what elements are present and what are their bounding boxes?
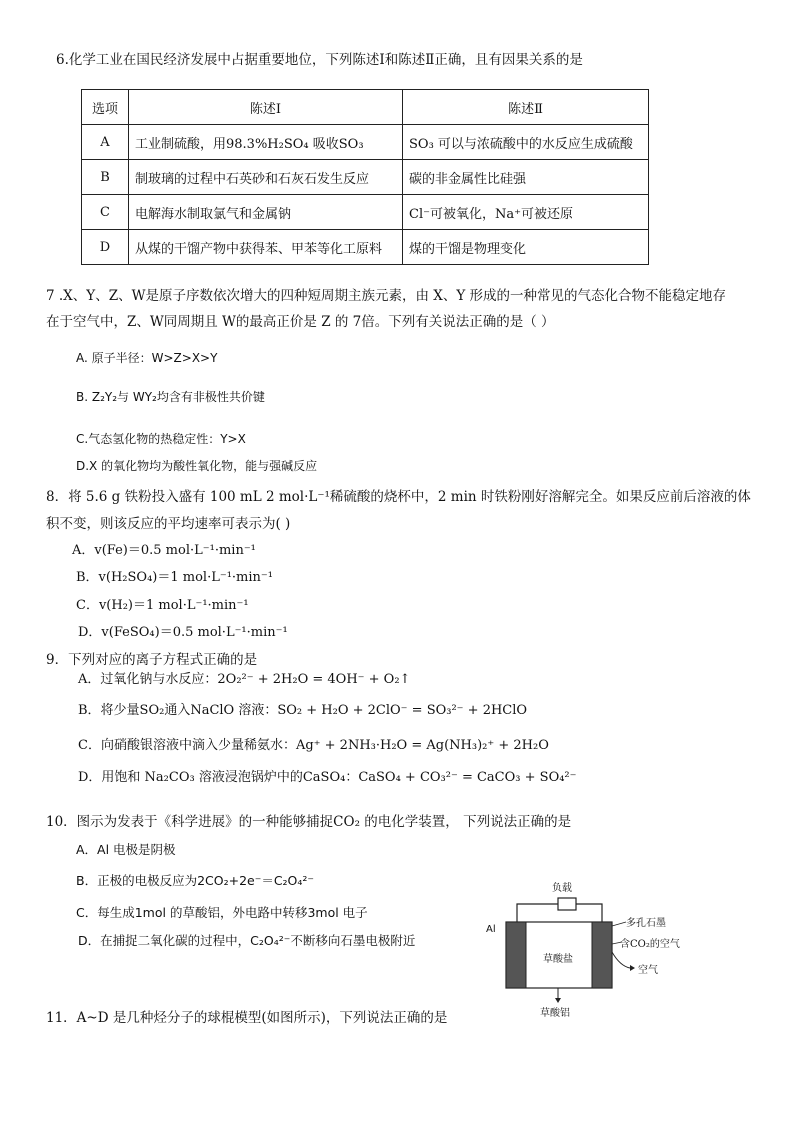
diagram-label-load: 负载 <box>552 883 572 894</box>
load-resistor <box>558 898 576 910</box>
q9-stem: 9．下列对应的离子方程式正确的是 <box>46 652 258 668</box>
table-cell: 煤的干馏是物理变化 <box>403 230 649 265</box>
q10-option-b: B．正极的电极反应为2CO₂+2e⁻＝C₂O₄²⁻ <box>76 873 315 888</box>
table-row <box>82 160 649 195</box>
table-header-statement-2: 陈述Ⅱ <box>403 90 649 125</box>
diagram-label-al: Al <box>486 924 496 935</box>
table-cell: 工业制硫酸，用98.3%H₂SO₄ 吸收SO₃ <box>129 125 403 160</box>
q10-stem: 10．图示为发表于《科学进展》的一种能够捕捉CO₂ 的电化学装置， 下列说法正确的是 <box>46 814 572 830</box>
q6-table <box>81 89 649 265</box>
table-cell: 碳的非金属性比硅强 <box>403 160 649 195</box>
q10-option-c: C．每生成1mol 的草酸铝，外电路中转移3mol 电子 <box>76 905 368 920</box>
q8-option-d: D．v(FeSO₄)＝0.5 mol·L⁻¹·min⁻¹ <box>78 625 288 640</box>
q7-stem-line-2: 在于空气中，Z、W同周期且 W的最高正价是 Z 的 7倍。下列有关说法正确的是（ ） <box>46 314 555 330</box>
table-cell: SO₃ 可以与浓硫酸中的水反应生成硫酸 <box>403 125 649 160</box>
diagram-label-product: 草酸铝 <box>540 1008 570 1019</box>
q9-option-d: D．用饱和 Na₂CO₃ 溶液浸泡锅炉中的CaSO₄：CaSO₄ + CO₃²⁻ = CaCO₃ + SO₄²⁻ <box>78 770 577 785</box>
table-row <box>82 195 649 230</box>
table-cell: Cl⁻可被氧化，Na⁺可被还原 <box>403 195 649 230</box>
q9-option-a: A．过氧化钠与水反应：2O₂²⁻ + 2H₂O = 4OH⁻ + O₂↑ <box>78 672 411 687</box>
q7-option-b: B. Z₂Y₂与 WY₂均含有非极性共价键 <box>76 390 265 404</box>
q7-option-d: D.X 的氧化物均为酸性氧化物，能与强碱反应 <box>76 459 318 473</box>
q8-option-b: B．v(H₂SO₄)＝1 mol·L⁻¹·min⁻¹ <box>76 570 273 585</box>
table-header-statement-1: 陈述Ⅰ <box>129 90 403 125</box>
q7-option-a: A. 原子半径：W>Z>X>Y <box>76 351 218 365</box>
table-cell: B <box>82 160 129 195</box>
q9-option-c: C．向硝酸银溶液中滴入少量稀氨水：Ag⁺ + 2NH₃·H₂O = Ag(NH₃)₂⁺ + 2H₂O <box>78 738 549 753</box>
table-cell: 电解海水制取氯气和金属钠 <box>129 195 403 230</box>
diagram-label-co2-air: 含CO₂的空气 <box>620 939 680 950</box>
table-cell: 制玻璃的过程中石英砂和石灰石发生反应 <box>129 160 403 195</box>
q7-stem-line-1: 7 .X、Y、Z、W是原子序数依次增大的四种短周期主族元素，由 X、Y 形成的一种常见的气态化合物不能稳定地存 <box>46 288 727 304</box>
al-electrode <box>506 922 526 988</box>
q8-stem-line-2: 积不变，则该反应的平均速率可表示为( ) <box>46 516 291 532</box>
table-cell: D <box>82 230 129 265</box>
table-cell: 从煤的干馏产物中获得苯、甲苯等化工原料 <box>129 230 403 265</box>
q10-option-d: D．在捕捉二氧化碳的过程中，C₂O₄²⁻不断移向石墨电极附近 <box>78 933 416 948</box>
table-cell: C <box>82 195 129 230</box>
q6-stem: 6.化学工业在国民经济发展中占据重要地位，下列陈述Ⅰ和陈述Ⅱ正确，且有因果关系的是 <box>56 52 583 68</box>
q10-option-a: A．Al 电极是阴极 <box>76 842 176 857</box>
graphite-electrode <box>592 922 612 988</box>
diagram-label-graphite: 多孔石墨 <box>626 918 666 929</box>
q11-stem: 11．A~D 是几种烃分子的球棍模型(如图所示)，下列说法正确的是 <box>46 1010 448 1026</box>
electrochemical-device-diagram <box>480 874 730 1024</box>
table-header-row <box>82 90 649 125</box>
table-row <box>82 230 649 265</box>
table-row <box>82 125 649 160</box>
diagram-label-air: 空气 <box>638 965 658 976</box>
diagram-label-electrolyte: 草酸盐 <box>543 954 573 965</box>
q8-option-c: C．v(H₂)＝1 mol·L⁻¹·min⁻¹ <box>76 598 249 613</box>
q9-option-b: B．将少量SO₂通入NaClO 溶液：SO₂ + H₂O + 2ClO⁻ = SO₃²⁻ + 2HClO <box>78 703 528 718</box>
q8-stem-line-1: 8．将 5.6 g 铁粉投入盛有 100 mL 2 mol·L⁻¹稀硫酸的烧杯中，2 min 时铁粉刚好溶解完全。如果反应前后溶液的体 <box>46 489 751 505</box>
table-header-option: 选项 <box>82 90 129 125</box>
q8-option-a: A．v(Fe)＝0.5 mol·L⁻¹·min⁻¹ <box>72 543 256 558</box>
q7-option-c: C.气态氢化物的热稳定性：Y>X <box>76 432 246 446</box>
table-cell: A <box>82 125 129 160</box>
